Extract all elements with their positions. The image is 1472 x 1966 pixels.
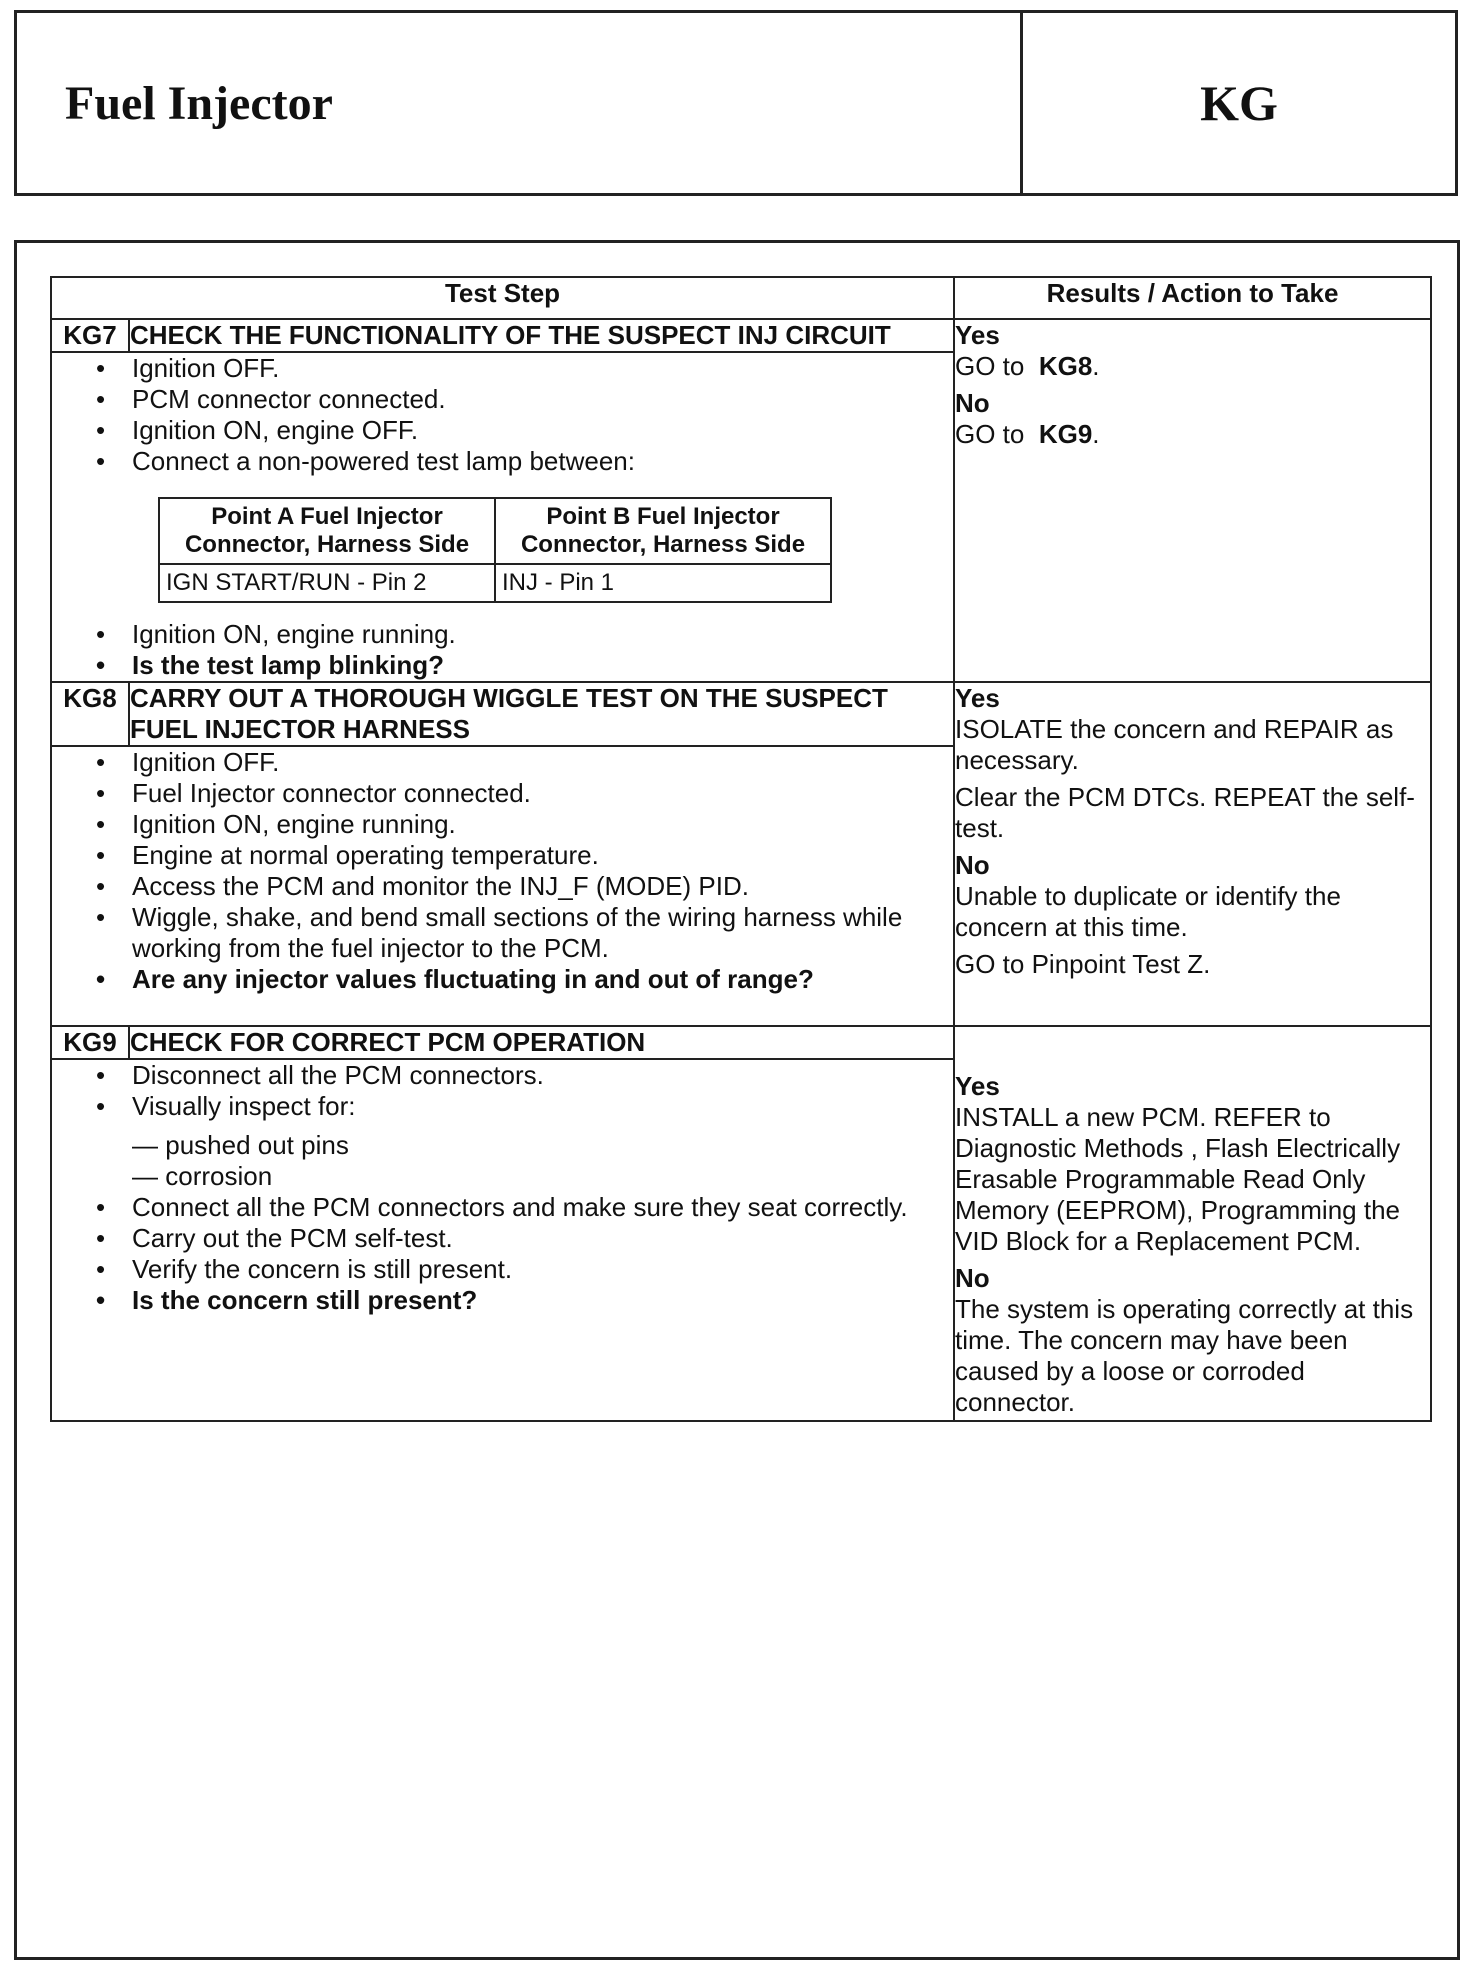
no-label: No xyxy=(955,1263,990,1293)
no-action: GO to Pinpoint Test Z. xyxy=(955,949,1211,979)
table-row xyxy=(51,1026,1431,1059)
list-item: • Is the test lamp blinking? xyxy=(92,650,953,681)
step-list xyxy=(52,353,953,477)
pin-col-a: Point A Fuel Injector Connector, Harness Side xyxy=(159,498,495,564)
punct: . xyxy=(1092,419,1100,449)
table-row xyxy=(51,682,1431,746)
step-title: CHECK THE FUNCTIONALITY OF THE SUSPECT INJ CIRCUIT xyxy=(129,319,954,352)
no-action: The system is operating correctly at this time. The concern may have been caused by a loose or corroded connector. xyxy=(955,1294,1414,1417)
pin-cell-b: INJ - Pin 1 xyxy=(495,564,831,602)
yes-action: INSTALL a new PCM. REFER to Diagnostic Methods , Flash Electrically Erasable Programmable Read Only Memory (EEPROM), Programming the VID Block for a Replacement PCM. xyxy=(955,1102,1401,1256)
pin-col-b: Point B Fuel Injector Connector, Harness Side xyxy=(495,498,831,564)
step-title: CARRY OUT A THOROUGH WIGGLE TEST ON THE SUSPECT FUEL INJECTOR HARNESS xyxy=(129,682,954,746)
list-item: • Engine at normal operating temperature. xyxy=(92,840,953,871)
yes-label: Yes xyxy=(955,683,1000,713)
step-result xyxy=(954,319,1431,682)
step-body xyxy=(51,1059,954,1421)
yes-action xyxy=(955,351,1430,382)
step-list xyxy=(52,619,953,681)
list-item: • Is the concern still present? xyxy=(92,1285,953,1316)
step-list xyxy=(52,1192,953,1316)
no-label: No xyxy=(955,850,990,880)
list-item: • Fuel Injector connector connected. xyxy=(92,778,953,809)
list-item: • Visually inspect for: xyxy=(92,1091,953,1122)
list-item: • Carry out the PCM self-test. xyxy=(92,1223,953,1254)
test-step-table xyxy=(50,276,1432,1422)
go-to-text: GO to xyxy=(955,351,1025,381)
dash-list xyxy=(52,1130,953,1192)
list-item: • Ignition OFF. xyxy=(92,747,953,778)
go-to-target: KG9 xyxy=(1038,419,1093,449)
list-item: • Connect all the PCM connectors and make sure they seat correctly. xyxy=(92,1192,953,1223)
yes-label: Yes xyxy=(955,320,1000,350)
yes-action: ISOLATE the concern and REPAIR as necessary. xyxy=(955,714,1394,775)
page-header xyxy=(14,10,1458,196)
step-title: CHECK FOR CORRECT PCM OPERATION xyxy=(129,1026,954,1059)
yes-label: Yes xyxy=(955,1071,1000,1101)
col-header-results: Results / Action to Take xyxy=(954,277,1431,319)
list-item: — corrosion xyxy=(132,1161,953,1192)
page-title: Fuel Injector xyxy=(17,13,1023,193)
go-to-target: KG8 xyxy=(1038,351,1093,381)
pin-cell-a: IGN START/RUN - Pin 2 xyxy=(159,564,495,602)
no-action: Unable to duplicate or identify the concern at this time. xyxy=(955,881,1341,942)
list-item: • Ignition OFF. xyxy=(92,353,953,384)
list-item: • Verify the concern is still present. xyxy=(92,1254,953,1285)
content-frame xyxy=(14,240,1460,1960)
list-item: • Ignition ON, engine running. xyxy=(92,619,953,650)
pin-table xyxy=(158,497,832,603)
no-action xyxy=(955,419,1430,450)
step-body xyxy=(51,746,954,1026)
list-item: — pushed out pins xyxy=(132,1130,953,1161)
go-to-text: GO to xyxy=(955,419,1025,449)
step-code: KG8 xyxy=(51,682,129,746)
list-item: • Connect a non-powered test lamp between: xyxy=(92,446,953,477)
list-item: • Are any injector values fluctuating in and out of range? xyxy=(92,964,953,995)
step-list xyxy=(52,747,953,995)
list-item: • Disconnect all the PCM connectors. xyxy=(92,1060,953,1091)
list-item: • Wiggle, shake, and bend small sections of the wiring harness while working from the fuel injector to the PCM. xyxy=(92,902,953,964)
yes-action: Clear the PCM DTCs. REPEAT the self-test. xyxy=(955,782,1415,843)
step-result xyxy=(954,1026,1431,1421)
step-code: KG7 xyxy=(51,319,129,352)
step-body xyxy=(51,352,954,682)
step-list xyxy=(52,1060,953,1122)
list-item: • Ignition ON, engine OFF. xyxy=(92,415,953,446)
list-item: • PCM connector connected. xyxy=(92,384,953,415)
col-header-test-step: Test Step xyxy=(51,277,954,319)
list-item: • Access the PCM and monitor the INJ_F (MODE) PID. xyxy=(92,871,953,902)
table-row xyxy=(51,319,1431,352)
no-label: No xyxy=(955,388,990,418)
step-result xyxy=(954,682,1431,1026)
punct: . xyxy=(1092,351,1100,381)
step-code: KG9 xyxy=(51,1026,129,1059)
section-code: KG xyxy=(1200,75,1278,131)
list-item: • Ignition ON, engine running. xyxy=(92,809,953,840)
